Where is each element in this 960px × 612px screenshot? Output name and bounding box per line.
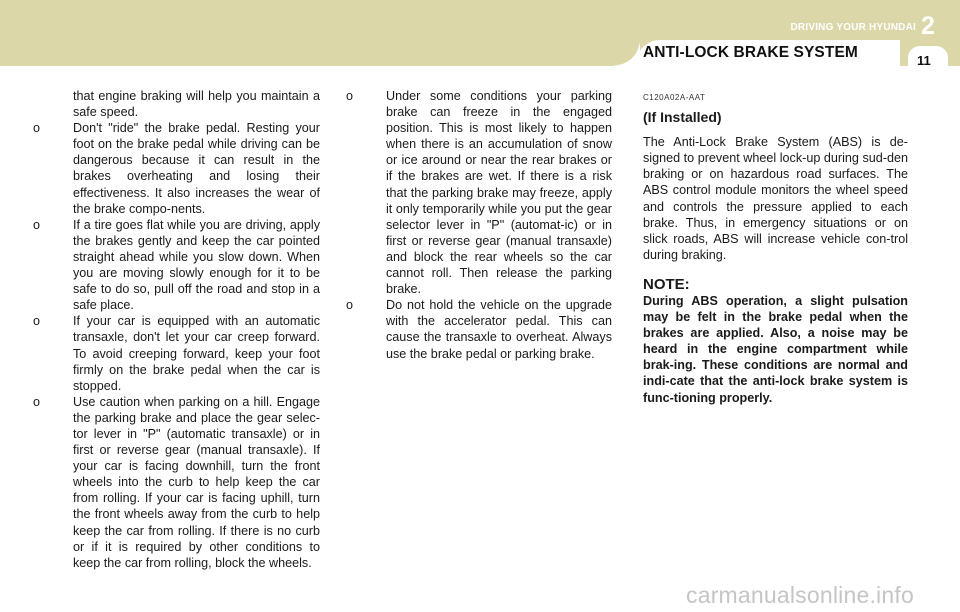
chapter-label: DRIVING YOUR HYUNDAI (790, 22, 916, 33)
list-item (33, 120, 320, 217)
list-item (33, 217, 320, 314)
abs-description: The Anti-Lock Brake System (ABS) is de-signed to prevent wheel lock-up during sud-den braking or on hazardous road surfaces. The ABS control module monitors the wheel speed and controls the pressure applied to each brake. Thus, in emergency situations or on slick roads, ABS will increase vehicle con-trol during braking. (643, 135, 908, 262)
list-item (346, 88, 612, 297)
bullet: o (33, 394, 41, 409)
bullet: o (346, 298, 354, 313)
bullet: o (33, 314, 41, 329)
bullet: o (33, 121, 41, 136)
list-item-text: Don't "ride" the brake pedal. Resting your foot on the brake pedal while driving can be dangerous because it can result in the brakes overheating and losing their effectiveness. It also increases the wear of the brake compo-nents. (73, 121, 320, 216)
list-item-text: If a tire goes flat while you are driving, apply the brakes gently and keep the car pointed straight ahead while you slow down. When you are moving slowly enough for it to be safe to do so, pull off the road and stop in a safe place. (73, 217, 320, 313)
list-item-text: If your car is equipped with an automatic transaxle, don't let your car creep forward. To avoid creeping forward, keep your foot firmly on the brake pedal when the car is stopped. (73, 314, 320, 393)
list-item (346, 297, 612, 361)
column-1 (33, 88, 320, 571)
list-item (33, 394, 320, 571)
chapter-number: 2 (921, 12, 935, 40)
section-code: C120A02A-AAT (643, 93, 706, 102)
column-2 (346, 88, 612, 362)
bullet: o (346, 89, 354, 103)
section-title: ANTI-LOCK BRAKE SYSTEM (643, 44, 858, 61)
list-item (33, 313, 320, 393)
note-title: NOTE: (643, 275, 690, 293)
watermark: carmanualsonline.info (686, 582, 914, 608)
section-subheading: (If Installed) (643, 109, 722, 126)
list-item-text: Do not hold the vehicle on the upgrade with the accelerator pedal. This can cause the transaxle to overheat. Always use the brake pedal or parking brake. (386, 298, 612, 361)
note-body: During ABS operation, a slight pulsation may be felt in the brake pedal when the brakes are applied. Also, a noise may be heard in the engine compartment while brak-ing. These conditions are normal and indi-cate that the anti-lock brake system is func-tioning properly. (643, 293, 908, 405)
page-number: 11 (917, 53, 931, 68)
continuation-paragraph: that engine braking will help you maintain a safe speed. (73, 89, 320, 120)
bullet: o (33, 217, 41, 232)
column-3 (643, 88, 908, 406)
list-item-text: Under some conditions your parking brake can freeze in the engaged position. This is most likely to happen when there is an accumulation of snow or ice around or near the rear brakes or if the brakes are wet. If there is a risk that the parking brake may freeze, apply it only temporarily while you put the gear selector lever in "P" (automat-ic) or in first or reverse gear (manual transaxle) and block the rear wheels so the car cannot roll. Then release the parking brake. (386, 89, 612, 297)
list-item-text: Use caution when parking on a hill. Engage the parking brake and place the gear selec-tor lever in "P" (automatic transaxle) or in first or reverse gear (manual transaxle). If your car is facing downhill, turn the front wheels into the curb to help keep the car from rolling. If your car is facing uphill, turn the front wheels away from the curb to help keep the car from rolling. If there is no curb or if it is required by other conditions to keep the car from rolling, block the wheels. (73, 394, 320, 570)
